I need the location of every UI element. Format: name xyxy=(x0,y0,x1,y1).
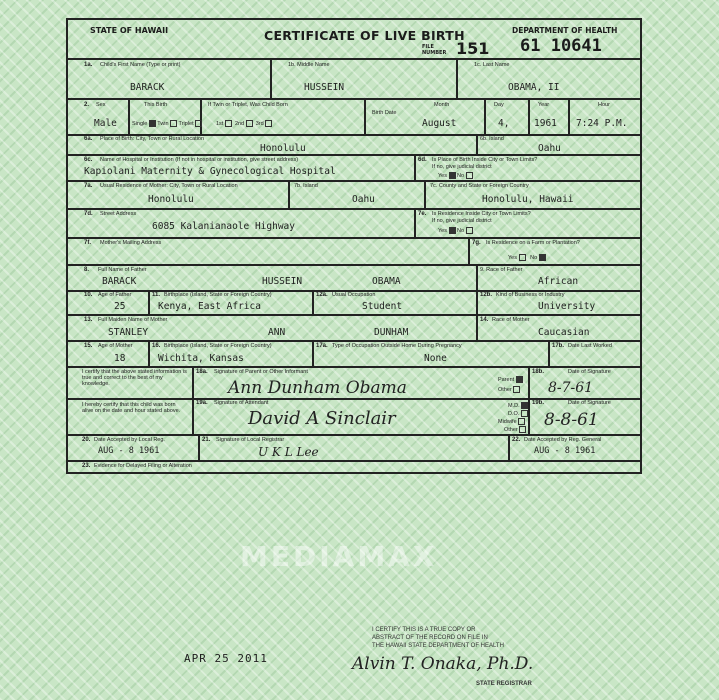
middle-name-label: 1b. Middle Name xyxy=(288,62,330,68)
rule xyxy=(68,98,640,100)
farm-options: Yes No xyxy=(508,254,546,261)
birth-certificate-form xyxy=(66,18,642,474)
county-state-value: Honolulu, Hawaii xyxy=(482,194,574,205)
field-number: 11. xyxy=(152,292,161,298)
rule xyxy=(568,98,570,134)
file-number: 151 xyxy=(456,39,490,58)
general-reg-date-value: AUG - 8 1961 xyxy=(534,446,596,456)
residence-island-label: 7b. Island xyxy=(294,183,318,189)
kind-business-label: Kind of Business or Industry xyxy=(496,292,565,298)
do-option: D.O. xyxy=(508,410,528,417)
residence-inside-label: Is Residence Inside City or Town Limits? xyxy=(432,211,531,217)
informant-signature: Ann Dunham Obama xyxy=(228,378,407,398)
field-number: 6a. xyxy=(84,136,93,142)
residence-city-value: Honolulu xyxy=(148,194,194,205)
middle-name-value: HUSSEIN xyxy=(304,82,345,93)
rule xyxy=(68,154,640,156)
month-value: August xyxy=(422,118,457,129)
rule xyxy=(148,290,150,314)
street-value: 6085 Kalanianaole Highway xyxy=(152,221,295,232)
no-checkbox xyxy=(539,254,546,261)
residence-island-value: Oahu xyxy=(352,194,375,205)
yes-checkbox xyxy=(449,227,456,234)
attendant-signature: David A Sinclair xyxy=(248,408,396,429)
department-label: DEPARTMENT OF HEALTH xyxy=(512,26,618,35)
this-birth-label: This Birth xyxy=(144,102,168,108)
mother-birthplace-value: Wichita, Kansas xyxy=(158,353,244,364)
father-race-label: 9. Race of Father xyxy=(480,267,523,273)
rule xyxy=(68,398,640,400)
father-occupation-value: Student xyxy=(362,301,403,312)
triplet-checkbox xyxy=(195,120,202,127)
local-reg-date-value: AUG - 8 1961 xyxy=(98,446,160,456)
hour-value: 7:24 P.M. xyxy=(576,118,628,129)
field-number: 15. xyxy=(84,343,93,349)
if-no-label: If no, give judicial district xyxy=(432,218,492,224)
rule xyxy=(528,366,530,434)
field-number: 7e. xyxy=(418,211,427,217)
field-number: 10. xyxy=(84,292,93,298)
father-race-value: African xyxy=(538,276,579,287)
yes-no-options: Yes No xyxy=(438,227,473,234)
md-option: M.D. xyxy=(508,402,528,409)
field-number: 7f. xyxy=(84,240,92,246)
yes-checkbox xyxy=(449,172,456,179)
informant-date-label: Date of Signature xyxy=(568,369,611,375)
rule xyxy=(68,434,640,436)
parent-signature-label: Signature of Parent or Other Informant xyxy=(214,369,308,375)
field-number: 20. xyxy=(82,437,91,443)
last-name-label: 1c. Last Name xyxy=(474,62,510,68)
local-reg-date-label: Date Accepted by Local Reg. xyxy=(94,437,165,443)
certificate-number: 61 10641 xyxy=(520,36,602,56)
mother-occupation-value: None xyxy=(424,353,447,364)
rule xyxy=(364,98,366,134)
rule xyxy=(476,290,478,314)
watermark: MEDIAMAX xyxy=(240,540,438,573)
type-occupation-label: Type of Occupation Outside Home During Pregnancy xyxy=(332,343,462,349)
issue-date-stamp: APR 25 2011 xyxy=(184,652,268,665)
rule xyxy=(68,460,640,462)
if-no-label: If no, give judicial district xyxy=(432,164,492,170)
farm-label: Is Residence on a Farm or Plantation? xyxy=(486,240,580,246)
field-number: 18a. xyxy=(196,369,208,375)
single-option: Single Twin Triplet xyxy=(132,120,202,127)
midwife-checkbox xyxy=(518,418,525,425)
certification-text: I CERTIFY THIS IS A TRUE COPY OR ABSTRACT OF THE RECORD ON FILE IN THE HAWAII STATE DEPARTMENT OF HEALTH xyxy=(372,627,504,649)
second-checkbox xyxy=(246,120,253,127)
rule xyxy=(200,98,202,134)
field-number: 19b. xyxy=(532,400,545,406)
father-birthplace-value: Kenya, East Africa xyxy=(158,301,261,312)
father-birthplace-label: Birthplace (Island, State or Foreign Country) xyxy=(164,292,272,298)
field-number: 12b. xyxy=(480,292,493,298)
field-number: 1a. xyxy=(84,62,93,68)
city-value: Honolulu xyxy=(260,143,306,154)
inside-city-label: Is Place of Birth Inside City or Town Limits? xyxy=(432,157,538,163)
first-name-value: BARACK xyxy=(130,82,165,93)
rule xyxy=(484,98,486,134)
twin-checkbox xyxy=(170,120,177,127)
county-label: 7c. County and State or Foreign Country xyxy=(430,183,529,189)
other-option: Other xyxy=(504,426,526,433)
field-number: 23. xyxy=(82,463,91,469)
twin-triplet-label: If Twin or Triplet, Was Child Born xyxy=(208,102,288,108)
parent-checkbox xyxy=(516,376,523,383)
rule xyxy=(508,434,510,460)
rule xyxy=(312,340,314,366)
rule xyxy=(128,98,130,134)
birth-date-label: Birth Date xyxy=(372,110,397,116)
day-value: 4, xyxy=(498,118,510,129)
md-checkbox xyxy=(521,402,528,409)
field-number: 18b. xyxy=(532,369,545,375)
do-checkbox xyxy=(521,410,528,417)
father-occupation-label: Usual Occupation xyxy=(332,292,376,298)
third-checkbox xyxy=(265,120,272,127)
attendant-date-label: Date of Signature xyxy=(568,400,611,406)
informant-date-value: 8-7-61 xyxy=(548,380,594,396)
father-name-label: Full Name of Father xyxy=(98,267,147,273)
local-registrar-signature: U K L Lee xyxy=(258,445,319,459)
hospital-value: Kapiolani Maternity & Gynecological Hospital xyxy=(84,166,336,177)
field-number: 13. xyxy=(84,317,93,323)
father-first-value: BARACK xyxy=(102,276,137,287)
rule xyxy=(312,290,314,314)
single-checkbox xyxy=(149,120,156,127)
rule xyxy=(476,134,478,154)
state-registrar-signature: Alvin T. Onaka, Ph.D. xyxy=(352,654,534,674)
rule xyxy=(288,180,290,208)
field-number: 22. xyxy=(512,437,521,443)
father-age-value: 25 xyxy=(114,301,126,312)
rule xyxy=(68,340,640,342)
rule xyxy=(476,314,478,340)
date-last-worked-label: Date Last Worked xyxy=(568,343,612,349)
field-number: 6c. xyxy=(84,157,93,163)
rule xyxy=(414,208,416,237)
field-number: 14. xyxy=(480,317,489,323)
field-number: 16. xyxy=(152,343,161,349)
street-label: Street Address xyxy=(100,211,137,217)
rule xyxy=(68,314,640,316)
field-number: 21. xyxy=(202,437,211,443)
sex-value: Male xyxy=(94,118,117,129)
mother-race-value: Caucasian xyxy=(538,327,590,338)
parent-option: Parent xyxy=(498,376,523,383)
no-checkbox xyxy=(466,227,473,234)
field-number: 17a. xyxy=(316,343,328,349)
birth-order-options: 1st 2nd 3rd xyxy=(216,120,272,127)
field-number: 19a. xyxy=(196,400,208,406)
mother-first-value: STANLEY xyxy=(108,327,149,338)
other-checkbox xyxy=(513,386,520,393)
rule xyxy=(424,180,426,208)
place-of-birth-label: Place of Birth: City, Town or Rural Location xyxy=(100,136,205,142)
field-number: 7d. xyxy=(84,211,93,217)
father-age-label: Age of Father xyxy=(98,292,132,298)
year-label: Year xyxy=(538,102,550,108)
mother-race-label: Race of Mother xyxy=(492,317,530,323)
sex-label: Sex xyxy=(96,102,106,108)
father-last-value: OBAMA xyxy=(372,276,401,287)
rule xyxy=(68,58,640,60)
yes-checkbox xyxy=(519,254,526,261)
attendant-date-value: 8-8-61 xyxy=(544,410,599,430)
month-label: Month xyxy=(434,102,450,108)
attendant-certification: I hereby certify that this child was born alive on the date and hour stated above. xyxy=(82,402,181,414)
rule xyxy=(456,58,458,98)
file-number-label: FILE NUMBER xyxy=(422,44,447,56)
hospital-label: Name of Hospital or Institution (If not in hospital or institution, give street address) xyxy=(100,157,299,163)
mailing-label: Mother's Mailing Address xyxy=(100,240,162,246)
informant-certification: I certify that the above stated information is true and correct to the best of my knowledge. xyxy=(82,369,187,387)
field-number: 7a. xyxy=(84,183,93,189)
mother-age-value: 18 xyxy=(114,353,126,364)
rule xyxy=(198,434,200,460)
rule xyxy=(148,340,150,366)
rule xyxy=(414,154,416,180)
hour-label: Hour xyxy=(598,102,610,108)
rule xyxy=(68,180,640,182)
midwife-option: Midwife xyxy=(498,418,525,425)
rule xyxy=(476,264,478,290)
mother-last-value: DUNHAM xyxy=(374,327,409,338)
residence-label: Usual Residence of Mother: City, Town or Rural Location xyxy=(100,183,238,189)
field-number: 17b. xyxy=(552,343,565,349)
child-first-name-label: Child's First Name (Type or print) xyxy=(100,62,181,68)
rule xyxy=(468,237,470,264)
year-value: 1961 xyxy=(534,118,557,129)
field-number: 7g. xyxy=(472,240,481,246)
local-registrar-signature-label: Signature of Local Registrar xyxy=(216,437,285,443)
mother-maiden-label: Full Maiden Name of Mother xyxy=(98,317,168,323)
no-checkbox xyxy=(466,172,473,179)
state-registrar-title: STATE REGISTRAR xyxy=(476,681,532,687)
first-checkbox xyxy=(225,120,232,127)
day-label: Day xyxy=(494,102,504,108)
mother-birthplace-label: Birthplace (Island, State or Foreign Country) xyxy=(164,343,272,349)
other-option: Other xyxy=(498,386,520,393)
field-number: 6d. xyxy=(418,157,427,163)
mother-age-label: Age of Mother xyxy=(98,343,133,349)
rule xyxy=(68,366,640,368)
last-name-value: OBAMA, II xyxy=(508,82,560,93)
field-number: 2. xyxy=(84,102,90,108)
state-label: STATE OF HAWAII xyxy=(90,26,169,35)
certificate-title: CERTIFICATE OF LIVE BIRTH xyxy=(264,28,465,43)
rule xyxy=(528,98,530,134)
father-middle-value: HUSSEIN xyxy=(262,276,303,287)
island-label: 6b. Island xyxy=(480,136,504,142)
rule xyxy=(270,58,272,98)
other-checkbox xyxy=(519,426,526,433)
rule xyxy=(68,264,640,266)
general-reg-date-label: Date Accepted by Reg. General xyxy=(524,437,602,443)
evidence-label: Evidence for Delayed Filing or Alteration xyxy=(94,463,192,469)
field-number: 8. xyxy=(84,267,90,273)
field-number: 12a. xyxy=(316,292,328,298)
rule xyxy=(68,208,640,210)
yes-no-options: Yes No xyxy=(438,172,473,179)
rule xyxy=(548,340,550,366)
island-value: Oahu xyxy=(538,143,561,154)
rule xyxy=(192,366,194,434)
attendant-signature-label: Signature of Attendant xyxy=(214,400,269,406)
rule xyxy=(68,237,640,239)
father-business-value: University xyxy=(538,301,596,312)
mother-middle-value: ANN xyxy=(268,327,286,338)
